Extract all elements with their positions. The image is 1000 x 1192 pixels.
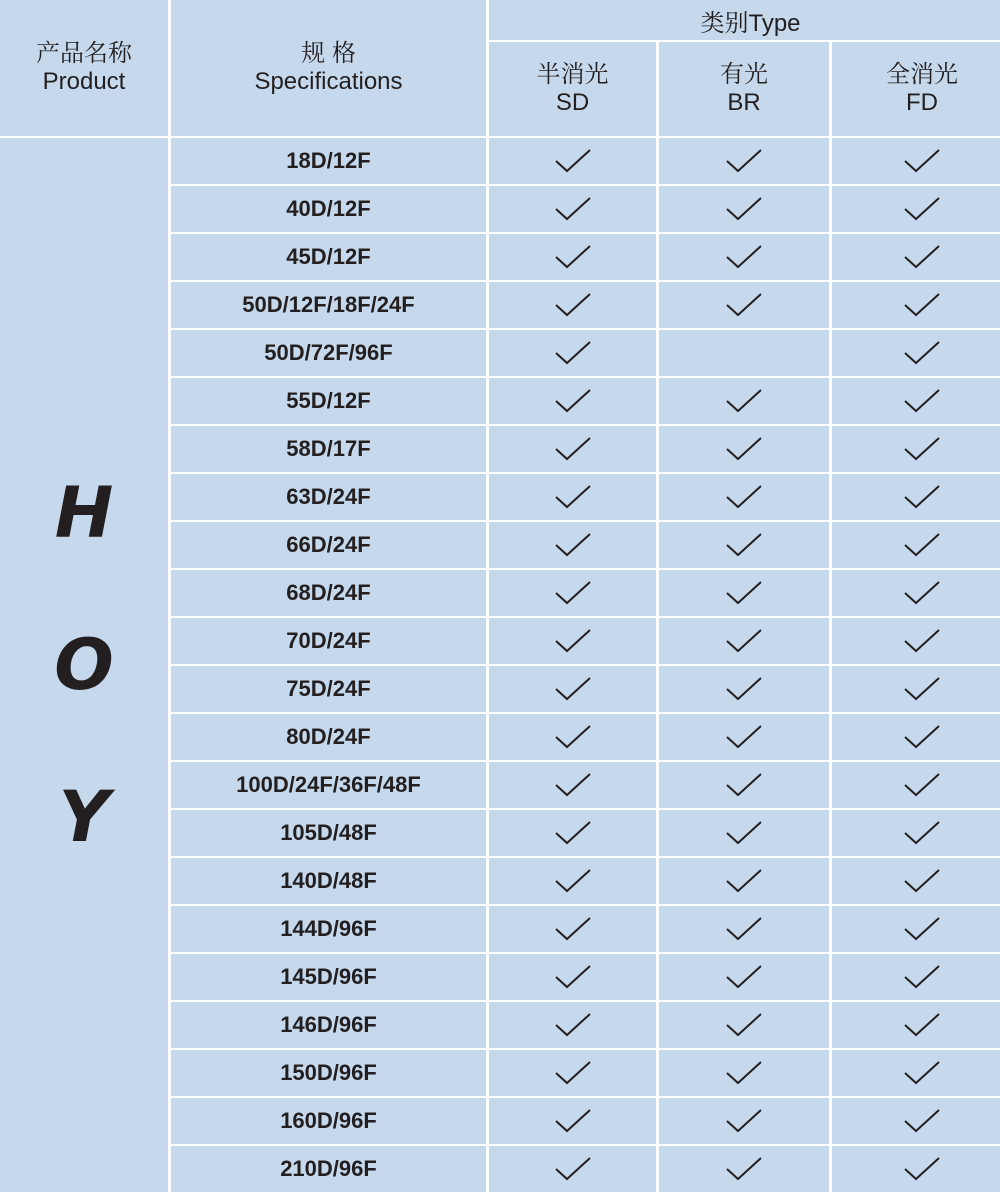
checkmark-icon <box>553 770 593 800</box>
type-br-cell <box>659 714 829 760</box>
checkmark-icon <box>724 1106 764 1136</box>
type-sd-cell <box>489 618 656 664</box>
checkmark-icon <box>902 1010 942 1040</box>
checkmark-icon <box>902 290 942 320</box>
checkmark-icon <box>902 722 942 752</box>
checkmark-icon <box>724 722 764 752</box>
checkmark-icon <box>902 338 942 368</box>
checkmark-icon <box>902 530 942 560</box>
type-br-cell <box>659 666 829 712</box>
spec-cell: 63D/24F <box>171 474 486 520</box>
checkmark-icon <box>553 1106 593 1136</box>
header-type-br-en: BR <box>727 89 761 116</box>
checkmark-icon <box>724 626 764 656</box>
checkmark-icon <box>902 1154 942 1184</box>
type-fd-cell <box>832 1146 1000 1192</box>
type-br-cell <box>659 1050 829 1096</box>
checkmark-icon <box>724 1154 764 1184</box>
header-type-sd-cn: 半消光 <box>536 61 609 89</box>
header-specifications <box>171 0 486 136</box>
checkmark-icon <box>902 1106 942 1136</box>
checkmark-icon <box>553 818 593 848</box>
type-br-cell <box>659 378 829 424</box>
checkmark-icon <box>902 482 942 512</box>
checkmark-icon <box>724 530 764 560</box>
type-fd-cell <box>832 138 1000 184</box>
checkmark-icon <box>724 482 764 512</box>
type-sd-cell <box>489 1098 656 1144</box>
checkmark-icon <box>902 770 942 800</box>
type-fd-cell <box>832 282 1000 328</box>
type-sd-cell <box>489 282 656 328</box>
type-sd-cell <box>489 666 656 712</box>
type-fd-cell <box>832 1002 1000 1048</box>
product-letter-o: O <box>54 624 114 706</box>
checkmark-icon <box>902 578 942 608</box>
type-fd-cell <box>832 1050 1000 1096</box>
type-fd-cell <box>832 618 1000 664</box>
checkmark-icon <box>553 530 593 560</box>
header-spec-cn: 规 格 <box>301 40 356 68</box>
spec-cell: 58D/17F <box>171 426 486 472</box>
checkmark-icon <box>553 434 593 464</box>
checkmark-icon <box>724 914 764 944</box>
checkmark-icon <box>553 626 593 656</box>
checkmark-icon <box>553 1058 593 1088</box>
product-name <box>54 437 114 893</box>
type-sd-cell <box>489 570 656 616</box>
spec-cell: 70D/24F <box>171 618 486 664</box>
type-fd-cell <box>832 378 1000 424</box>
spec-cell: 140D/48F <box>171 858 486 904</box>
type-fd-cell <box>832 570 1000 616</box>
spec-cell: 55D/12F <box>171 378 486 424</box>
checkmark-icon <box>553 1010 593 1040</box>
header-type-sd <box>489 42 656 136</box>
checkmark-icon <box>902 626 942 656</box>
checkmark-icon <box>902 146 942 176</box>
header-type-fd-en: FD <box>906 89 938 116</box>
type-br-cell <box>659 426 829 472</box>
checkmark-icon <box>553 1154 593 1184</box>
type-sd-cell <box>489 474 656 520</box>
type-fd-cell <box>832 666 1000 712</box>
spec-cell: 80D/24F <box>171 714 486 760</box>
type-fd-cell <box>832 330 1000 376</box>
checkmark-icon <box>902 914 942 944</box>
type-br-cell <box>659 282 829 328</box>
header-type <box>489 0 1000 40</box>
checkmark-icon <box>724 146 764 176</box>
checkmark-icon <box>902 386 942 416</box>
header-type-fd-cn: 全消光 <box>886 61 958 89</box>
checkmark-icon <box>553 866 593 896</box>
spec-cell: 50D/12F/18F/24F <box>171 282 486 328</box>
checkmark-icon <box>553 914 593 944</box>
type-fd-cell <box>832 762 1000 808</box>
checkmark-icon <box>553 962 593 992</box>
checkmark-icon <box>724 1058 764 1088</box>
type-br-cell <box>659 1002 829 1048</box>
spec-cell: 150D/96F <box>171 1050 486 1096</box>
checkmark-icon <box>902 434 942 464</box>
header-type-br <box>659 42 829 136</box>
type-fd-cell <box>832 426 1000 472</box>
type-sd-cell <box>489 1146 656 1192</box>
spec-cell: 40D/12F <box>171 186 486 232</box>
type-sd-cell <box>489 522 656 568</box>
checkmark-icon <box>724 674 764 704</box>
checkmark-icon <box>553 290 593 320</box>
spec-cell: 145D/96F <box>171 954 486 1000</box>
spec-cell: 45D/12F <box>171 234 486 280</box>
type-br-cell <box>659 810 829 856</box>
type-sd-cell <box>489 714 656 760</box>
type-fd-cell <box>832 858 1000 904</box>
type-br-cell <box>659 1098 829 1144</box>
type-br-cell <box>659 1146 829 1192</box>
header-product <box>0 0 168 136</box>
type-fd-cell <box>832 522 1000 568</box>
type-fd-cell <box>832 234 1000 280</box>
type-sd-cell <box>489 186 656 232</box>
type-sd-cell <box>489 762 656 808</box>
type-fd-cell <box>832 474 1000 520</box>
type-sd-cell <box>489 858 656 904</box>
type-br-cell <box>659 186 829 232</box>
type-br-cell <box>659 522 829 568</box>
checkmark-icon <box>902 866 942 896</box>
product-letter-h: H <box>54 472 114 554</box>
type-br-cell <box>659 138 829 184</box>
checkmark-icon <box>724 578 764 608</box>
spec-cell: 210D/96F <box>171 1146 486 1192</box>
header-type-br-cn: 有光 <box>720 61 768 89</box>
checkmark-icon <box>724 434 764 464</box>
type-fd-cell <box>832 954 1000 1000</box>
checkmark-icon <box>553 482 593 512</box>
checkmark-icon <box>724 386 764 416</box>
checkmark-icon <box>553 578 593 608</box>
checkmark-icon <box>553 242 593 272</box>
type-br-cell <box>659 858 829 904</box>
checkmark-icon <box>553 386 593 416</box>
type-sd-cell <box>489 1002 656 1048</box>
type-fd-cell <box>832 186 1000 232</box>
checkmark-icon <box>724 194 764 224</box>
header-product-en: Product <box>42 68 126 95</box>
checkmark-icon <box>724 242 764 272</box>
type-sd-cell <box>489 330 656 376</box>
checkmark-icon <box>902 194 942 224</box>
type-fd-cell <box>832 810 1000 856</box>
type-sd-cell <box>489 810 656 856</box>
checkmark-icon <box>902 674 942 704</box>
spec-cell: 100D/24F/36F/48F <box>171 762 486 808</box>
checkmark-icon <box>902 242 942 272</box>
type-br-cell <box>659 330 829 376</box>
checkmark-icon <box>553 194 593 224</box>
header-type-label: 类别Type <box>700 9 801 37</box>
spec-cell: 68D/24F <box>171 570 486 616</box>
header-type-sd-en: SD <box>555 89 590 116</box>
checkmark-icon <box>724 962 764 992</box>
type-sd-cell <box>489 378 656 424</box>
spec-cell: 144D/96F <box>171 906 486 952</box>
checkmark-icon <box>724 818 764 848</box>
type-br-cell <box>659 234 829 280</box>
type-fd-cell <box>832 714 1000 760</box>
product-letter-y: Y <box>58 776 110 858</box>
checkmark-icon <box>553 674 593 704</box>
checkmark-icon <box>724 290 764 320</box>
spec-cell: 105D/48F <box>171 810 486 856</box>
type-br-cell <box>659 954 829 1000</box>
type-fd-cell <box>832 1098 1000 1144</box>
spec-cell: 75D/24F <box>171 666 486 712</box>
checkmark-icon <box>902 818 942 848</box>
type-sd-cell <box>489 954 656 1000</box>
type-br-cell <box>659 570 829 616</box>
checkmark-icon <box>902 962 942 992</box>
spec-cell: 50D/72F/96F <box>171 330 486 376</box>
checkmark-icon <box>724 1010 764 1040</box>
type-fd-cell <box>832 906 1000 952</box>
checkmark-icon <box>724 866 764 896</box>
spec-cell: 146D/96F <box>171 1002 486 1048</box>
type-sd-cell <box>489 234 656 280</box>
checkmark-icon <box>553 338 593 368</box>
header-spec-en: Specifications <box>254 68 403 95</box>
type-sd-cell <box>489 426 656 472</box>
spec-cell: 66D/24F <box>171 522 486 568</box>
type-sd-cell <box>489 1050 656 1096</box>
type-sd-cell <box>489 906 656 952</box>
type-br-cell <box>659 474 829 520</box>
type-sd-cell <box>489 138 656 184</box>
type-br-cell <box>659 618 829 664</box>
header-product-cn: 产品名称 <box>36 40 132 68</box>
type-br-cell <box>659 906 829 952</box>
checkmark-icon <box>902 1058 942 1088</box>
checkmark-icon <box>724 770 764 800</box>
spec-cell: 18D/12F <box>171 138 486 184</box>
header-type-fd <box>832 42 1000 136</box>
spec-cell: 160D/96F <box>171 1098 486 1144</box>
checkmark-icon <box>553 146 593 176</box>
type-br-cell <box>659 762 829 808</box>
checkmark-icon <box>553 722 593 752</box>
product-name-cell <box>0 138 168 1192</box>
